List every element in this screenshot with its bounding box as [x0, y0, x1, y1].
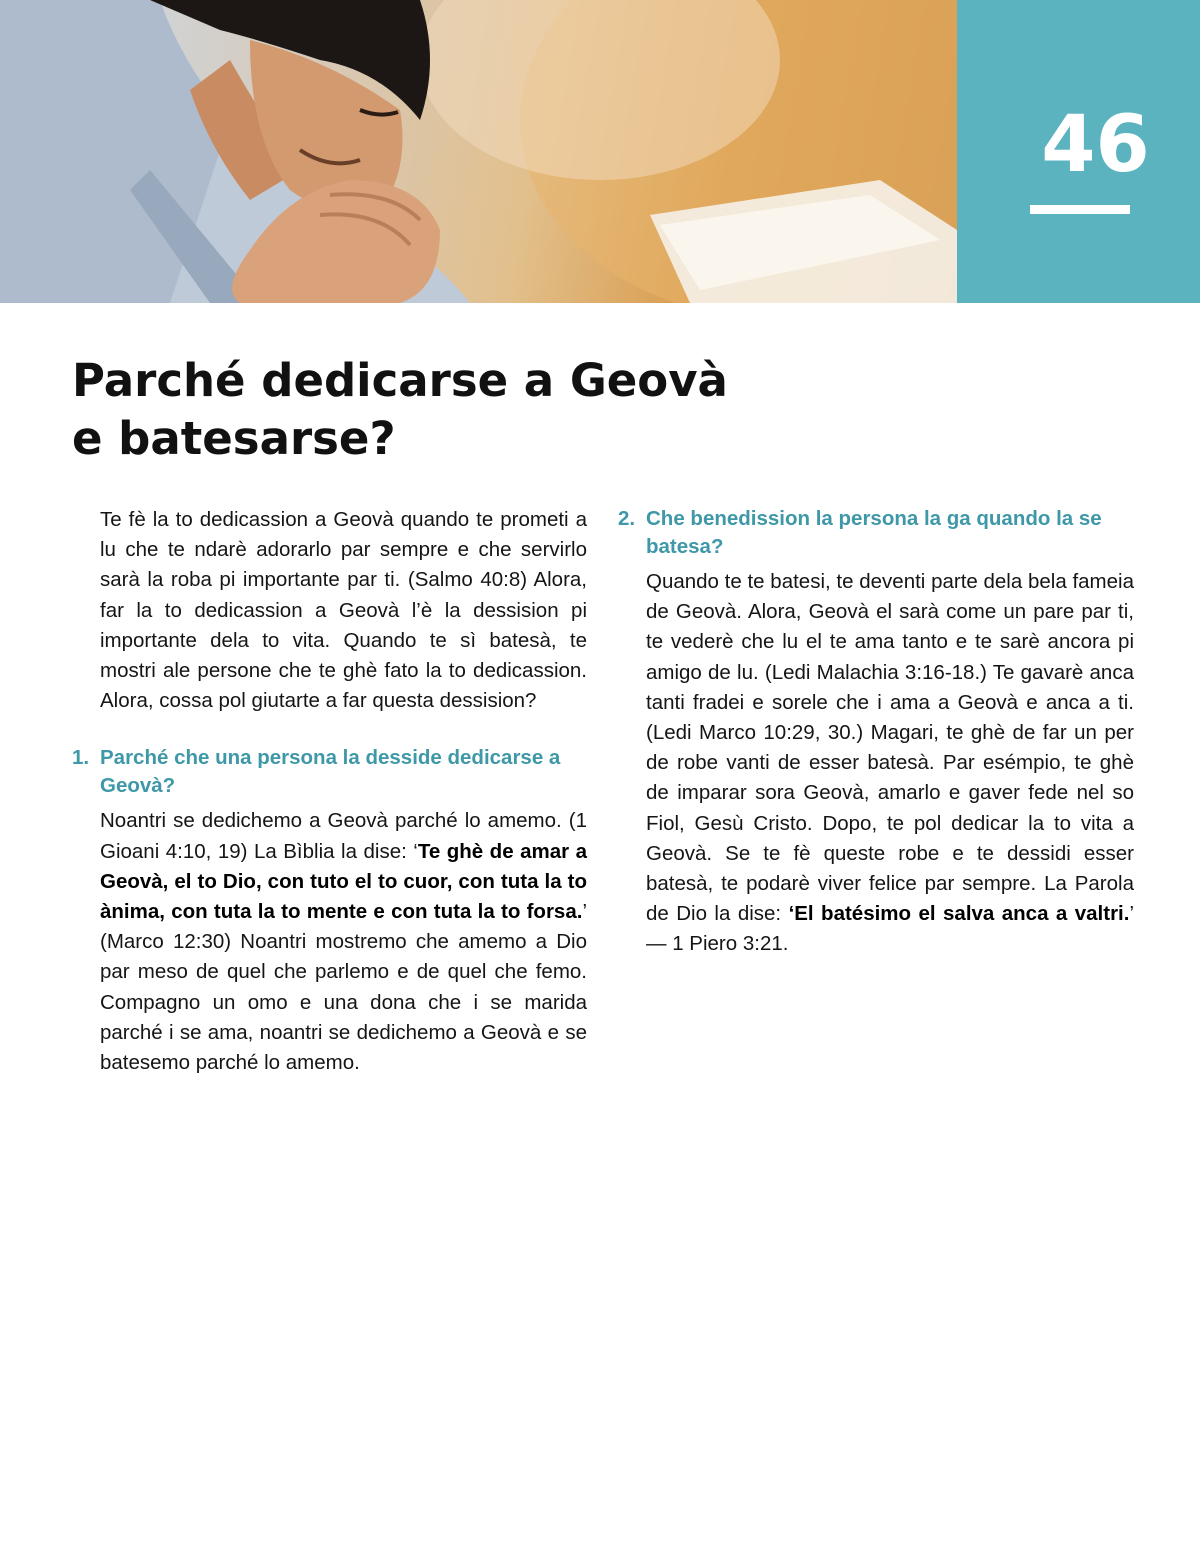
- page-title-line-2: e batesarse?: [72, 412, 396, 465]
- left-column: [72, 505, 587, 1078]
- hero-photo: [0, 0, 957, 303]
- question-2-text: Che benedission la persona la ga quando la se batesa?: [646, 507, 1102, 558]
- answer-2-text-end: ’ — 1 Piero 3:21.: [646, 902, 1135, 956]
- answer-1-text-end: ’ (Marco 12:30) Noantri mostremo che amemo a Dio par meso de quel che parlemo e de quel che femo. Compagno un omo e una dona che i se marida parché i se ama, noantri se dedichemo a Geovà e se batesemo parché lo amemo.: [100, 900, 587, 1075]
- page-title-line-1: Parché dedicarse a Geovà: [72, 354, 728, 407]
- lesson-number: 46: [1041, 100, 1150, 190]
- answer-1-text-start: Noantri se dedichemo a Geovà parché lo amemo. (1 Gioani 4:10, 19) La Bìblia la dise: ‘: [100, 809, 587, 863]
- question-1-text: Parché che una persona la desside dedicarse a Geovà?: [100, 746, 561, 798]
- question-1-number: 1.: [72, 746, 90, 770]
- question-1-heading: [72, 744, 587, 800]
- lesson-number-badge: [957, 0, 1200, 303]
- answer-2-text-start: Quando te te batesi, te deventi parte dela bela fameia de Geovà. Alora, Geovà el sarà come un pare par ti, te vederè che lu el te ama tanto e te sarè ancora pi amigo de lu. (Ledi Malachia 3:16-18.) Te gavarè anca tanti fradei e sorele che i ama a Geovà e anca a ti. (Ledi Marco 10:29, 30.) Magari, te ghè de far un per de robe vanti de esser batesà. Par esémpio, te ghè de imparar sora Geovà, amarlo e gaver fede nel so Fiol, Gesù Cristo. Dopo, te pol dedicar la to vita a Geovà. Se te fè queste robe e te dessidi esser batesà, te podarè viver felice par sempre. La Parola de Dio la dise:: [646, 570, 1134, 926]
- answer-2-paragraph: [618, 567, 1134, 960]
- intro-paragraph: Te fè la to dedicassion a Geovà quando te prometi a lu che te ndarè adorarlo par sempre e che servirlo sarà la roba pi importante par ti. (Salmo 40:8) Alora, far la to dedicassion a Geovà l’è la dessision pi importante dela to vita. Quando te sì batesà, te mostri ale persone che te ghè fato la to dedicassion. Alora, cossa pol giutarte a far questa dessision?: [100, 508, 587, 713]
- answer-2-quote: ‘El batésimo el salva anca a valtri.: [788, 902, 1130, 926]
- right-column: [618, 505, 1134, 960]
- question-2-number: 2.: [618, 507, 636, 530]
- lesson-number-underline: [1030, 205, 1130, 214]
- question-2-heading: [618, 505, 1134, 561]
- answer-1-paragraph: [72, 806, 587, 1078]
- answer-1-quote: Te ghè de amar a Geovà, el to Dio, con tuto el to cuor, con tuta la to ànima, con tuta la to mente e con tuta la to forsa.: [100, 839, 587, 924]
- page-title: [72, 352, 872, 468]
- praying-man-illustration: [0, 0, 957, 303]
